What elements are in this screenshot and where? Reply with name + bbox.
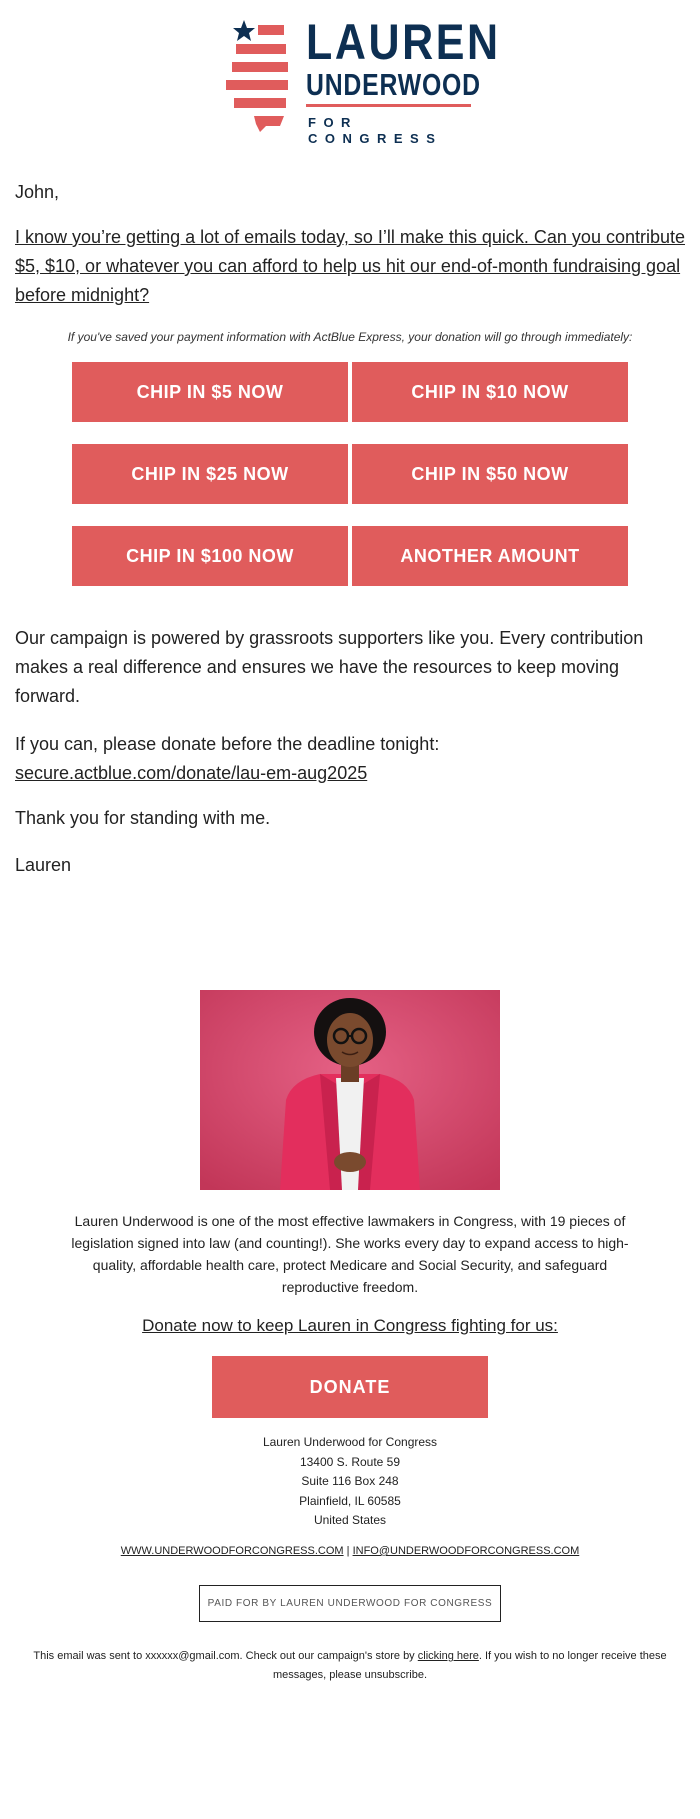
campaign-logo (226, 14, 501, 146)
paid-for-disclaimer: PAID FOR BY LAUREN UNDERWOOD FOR CONGRESS (199, 1585, 501, 1622)
donate-now-link[interactable]: Donate now to keep Lauren in Congress fighting for us: (142, 1316, 558, 1335)
actblue-donate-link[interactable]: secure.actblue.com/donate/lau-em-aug2025 (15, 763, 368, 783)
another-amount-button[interactable]: ANOTHER AMOUNT (352, 526, 628, 586)
chip-in-50-button[interactable]: CHIP IN $50 NOW (352, 444, 628, 504)
logo-rule (306, 104, 471, 107)
actblue-express-note: If you've saved your payment information with ActBlue Express, your donation will go through immediately: (67, 330, 633, 344)
address-suite: Suite 116 Box 248 (301, 1474, 399, 1488)
grassroots-paragraph: Our campaign is powered by grassroots supporters like you. Every contribution makes a real difference and ensures we have the resources to keep moving forward. (15, 628, 644, 706)
chip-in-100-button[interactable]: CHIP IN $100 NOW (72, 526, 348, 586)
greeting: John, (15, 182, 60, 202)
logo-for-congress: FOR CONGRESS (308, 115, 443, 146)
intro-paragraph (15, 223, 685, 310)
footer-part2: . If you wish to no longer receive these messages, please unsubscribe. (272, 1650, 667, 1681)
address-country: United States (313, 1513, 387, 1527)
donate-button[interactable]: DONATE (212, 1356, 488, 1418)
lauren-photo (200, 990, 500, 1190)
logo-underwood: UNDERWOOD (306, 67, 481, 102)
intro-donate-link[interactable]: I know you’re getting a lot of emails today, so I’ll make this quick. Can you contribute $5, $10, or whatever you can afford to help us hit our end-of-month fundraising goal before midnight? (15, 227, 685, 305)
deadline-text: If you can, please donate before the deadline tonight: (15, 734, 440, 754)
address-name: Lauren Underwood for Congress (262, 1435, 438, 1449)
signature: Lauren (15, 855, 72, 875)
footer-links (0, 1544, 700, 1558)
link-separator: | (346, 1545, 350, 1557)
deadline-paragraph (15, 730, 685, 788)
portrait-illustration (200, 990, 500, 1190)
bio-paragraph: Lauren Underwood is one of the most effective lawmakers in Congress, with 19 pieces of legislation signed into law (and counting!). She works every day to expand access to high-quality, affordable health care, protect Medicare and Social Security, and safeguard reproductive freedom. (71, 1213, 629, 1295)
donate-now-paragraph (0, 1315, 700, 1337)
address-street: 13400 S. Route 59 (299, 1454, 401, 1469)
email-link[interactable]: INFO@UNDERWOODFORCONGRESS.COM (352, 1545, 580, 1557)
logo-lauren: LAUREN (306, 14, 501, 70)
illinois-flag-icon (226, 20, 290, 134)
mailing-address (0, 1433, 700, 1531)
chip-in-5-button[interactable]: CHIP IN $5 NOW (72, 362, 348, 422)
website-link[interactable]: WWW.UNDERWOODFORCONGRESS.COM (120, 1545, 344, 1557)
store-link[interactable]: clicking here (417, 1650, 479, 1662)
footer-part1: This email was sent to xxxxxx@gmail.com. Check out our campaign's store by (33, 1650, 418, 1662)
chip-in-10-button[interactable]: CHIP IN $10 NOW (352, 362, 628, 422)
footer-text (25, 1647, 675, 1685)
thanks-text: Thank you for standing with me. (15, 808, 271, 828)
chip-in-25-button[interactable]: CHIP IN $25 NOW (72, 444, 348, 504)
address-city: Plainfield, IL 60585 (299, 1493, 401, 1508)
